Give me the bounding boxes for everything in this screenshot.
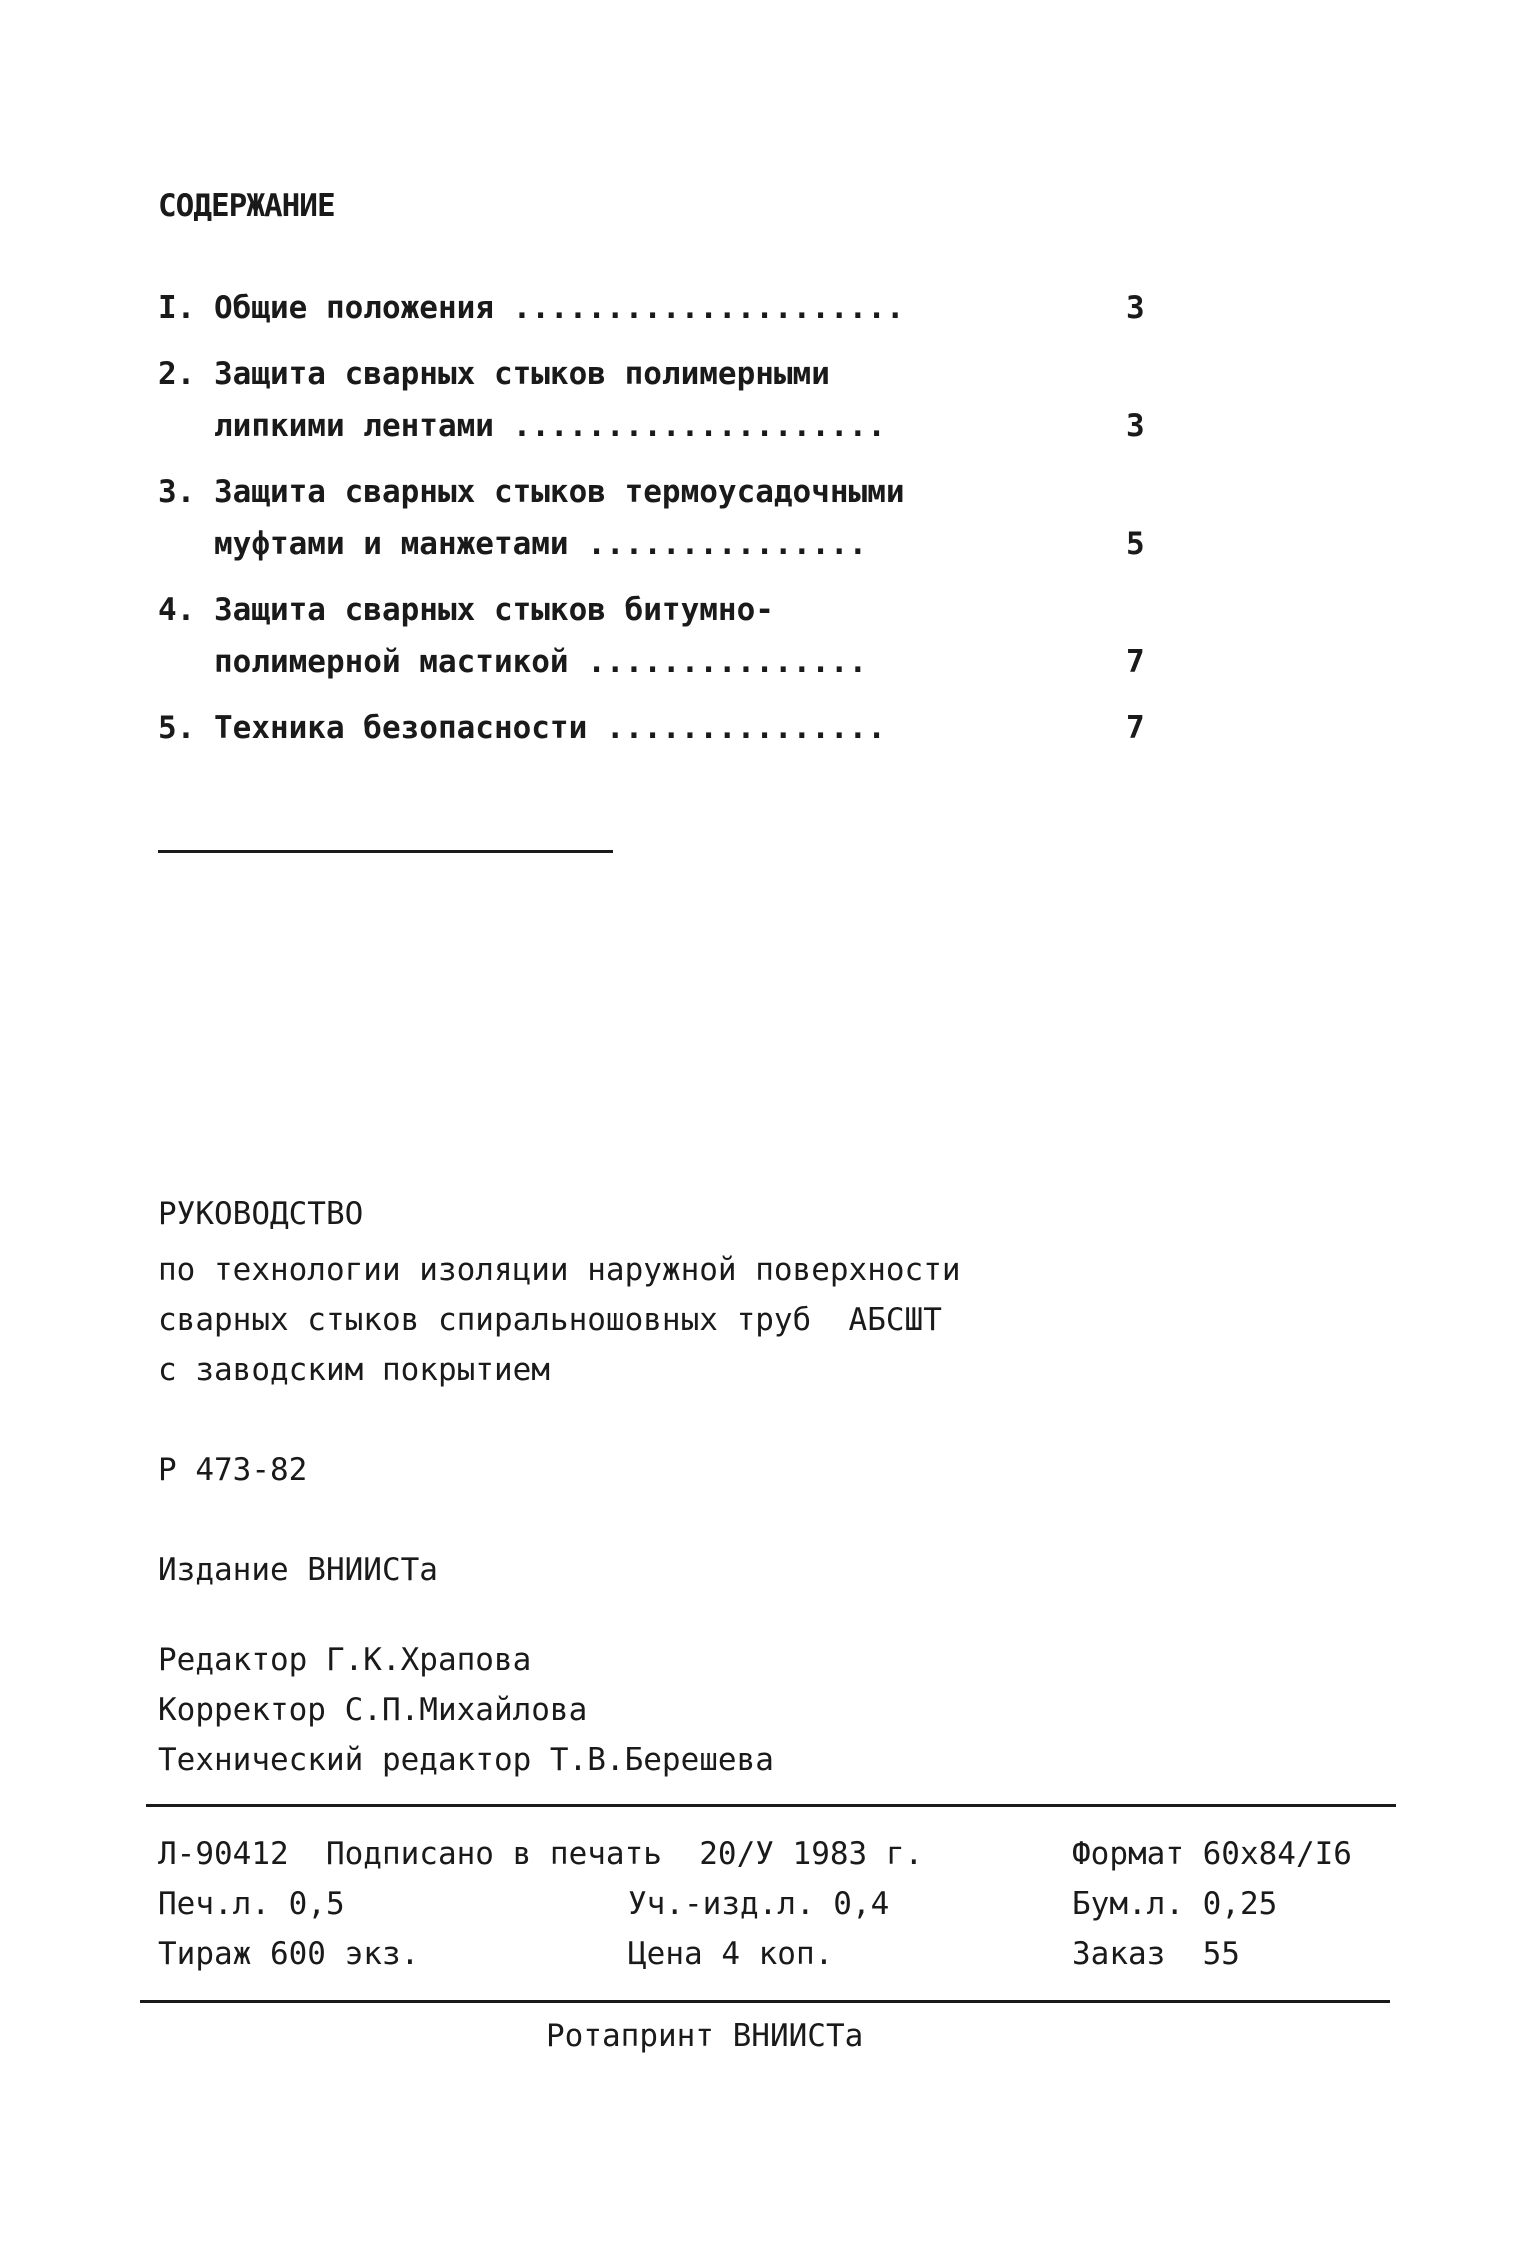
imprint-price: Цена 4 коп. <box>628 1936 834 1972</box>
imprint-circulation: Тираж 600 экз. <box>158 1936 420 1972</box>
toc-item-2-line-2: липкими лентами .................... <box>158 408 886 444</box>
document-code: Р 473-82 <box>158 1452 308 1488</box>
colophon-subtitle-line-3: с заводским покрытием <box>158 1352 550 1388</box>
imprint-paper-sheets: Бум.л. 0,25 <box>1072 1886 1278 1922</box>
colophon-subtitle-line-2: сварных стыков спиральношовных труб АБСШТ <box>158 1302 942 1338</box>
toc-item-2-page: 3 <box>1126 408 1145 444</box>
corrector: Корректор С.П.Михайлова <box>158 1692 588 1728</box>
colophon-title: РУКОВОДСТВО <box>158 1196 364 1232</box>
toc-item-4-page: 7 <box>1126 644 1145 680</box>
toc-item-4-line-1: 4. Защита сварных стыков битумно- <box>158 592 774 628</box>
toc-item-3-line-2: муфтами и манжетами ............... <box>158 526 868 562</box>
toc-item-5-page: 7 <box>1126 710 1145 746</box>
imprint-order: Заказ 55 <box>1072 1936 1240 1972</box>
imprint-format: Формат 60х84/I6 <box>1072 1836 1352 1872</box>
imprint-bottom-rule <box>140 2000 1390 2003</box>
toc-item-1-page: 3 <box>1126 290 1145 326</box>
publisher: Издание ВНИИСТа <box>158 1552 438 1588</box>
toc-item-4-line-2: полимерной мастикой ............... <box>158 644 868 680</box>
toc-item-5-line-1: 5. Техника безопасности ............... <box>158 710 886 746</box>
colophon-subtitle-line-1: по технологии изоляции наружной поверхности <box>158 1252 961 1288</box>
toc-item-1-line-1: I. Общие положения ..................... <box>158 290 905 326</box>
toc-item-3-page: 5 <box>1126 526 1145 562</box>
imprint-top-rule <box>146 1804 1396 1807</box>
technical-editor: Технический редактор Т.В.Берешева <box>158 1742 774 1778</box>
toc-heading: СОДЕРЖАНИЕ <box>158 188 335 224</box>
imprint-publisher-sheets: Уч.-изд.л. 0,4 <box>628 1886 890 1922</box>
printer: Ротапринт ВНИИСТа <box>546 2018 864 2054</box>
separator-rule <box>158 850 613 853</box>
imprint-row-1-left: Л-90412 Подписано в печать 20/У 1983 г. <box>158 1836 924 1872</box>
toc-item-3-line-1: 3. Защита сварных стыков термоусадочными <box>158 474 905 510</box>
toc-item-2-line-1: 2. Защита сварных стыков полимерными <box>158 356 830 392</box>
editor: Редактор Г.К.Храпова <box>158 1642 532 1678</box>
imprint-print-sheets: Печ.л. 0,5 <box>158 1886 345 1922</box>
